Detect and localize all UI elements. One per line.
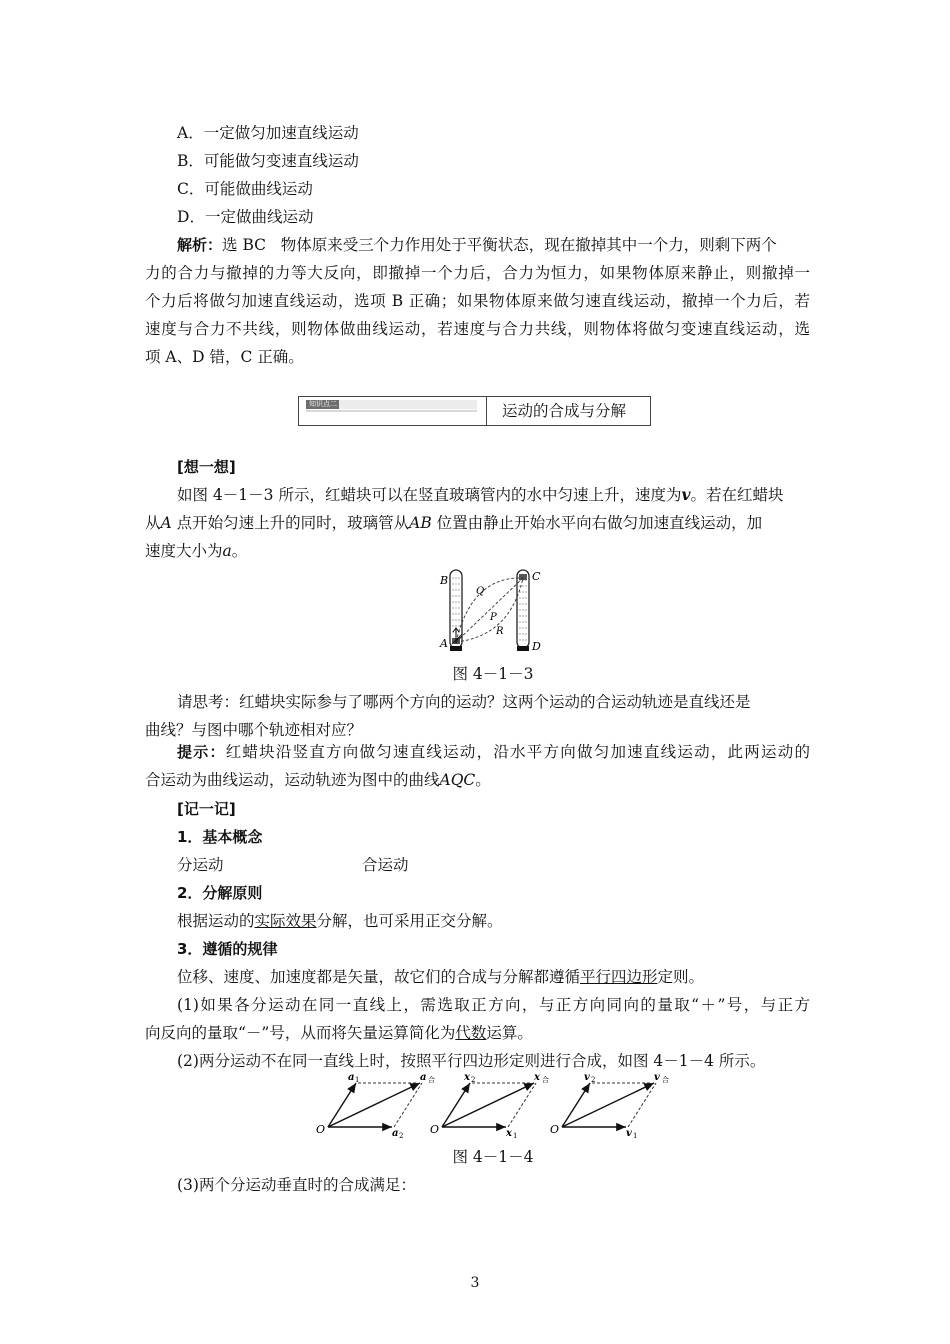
v1-subscript: 1 xyxy=(633,1132,638,1140)
sub-motion-label: 分运动 xyxy=(177,856,224,874)
origin-label: O xyxy=(430,1123,440,1136)
x2-label: x xyxy=(464,1072,470,1083)
figure-wax-block-tubes xyxy=(432,566,552,656)
hint-line-1: 提示：红蜡块沿竖直方向做匀速直线运动，沿水平方向做匀加速直线运动，此两运动的 xyxy=(177,743,810,761)
section-3-title: 3．遵循的规律 xyxy=(177,940,278,958)
a2-subscript: 2 xyxy=(399,1132,404,1140)
a1-label: a xyxy=(348,1072,355,1083)
panel-displacement xyxy=(430,1072,549,1140)
tag-band xyxy=(339,400,477,409)
option-c: C．可能做曲线运动 xyxy=(177,180,313,198)
section-3-text: 位移、速度、加速度都是矢量，故它们的合成与分解都遵循平行四边形定则。 xyxy=(177,968,705,986)
solution-line-2: 力的合力与撤掉的力等大反向，即撤掉一个力后，合力为恒力，如果物体原来静止，则撤掉一 xyxy=(145,264,810,282)
trajectory-apc xyxy=(456,578,523,642)
label-p: P xyxy=(490,612,497,623)
x-res-subscript: 合 xyxy=(542,1076,549,1084)
box-divider xyxy=(486,397,487,425)
x2-subscript: 2 xyxy=(471,1076,476,1084)
a-res-subscript: 合 xyxy=(428,1076,435,1084)
v-res-subscript: 合 xyxy=(662,1076,669,1084)
rule-2: (2)两分运动不在同一直线上时，按照平行四边形定则进行合成，如图 4－1－4 所示。 xyxy=(177,1052,766,1070)
origin-label: O xyxy=(316,1123,326,1136)
page-number: 3 xyxy=(470,1275,480,1291)
figure1-caption: 图 4－1－3 xyxy=(452,665,534,683)
section-1-title: 1．基本概念 xyxy=(177,828,263,846)
label-b: B xyxy=(440,574,449,587)
solution-line-4: 速度与合力不共线，则物体做曲线运动，若速度与合力共线，则物体将做匀变速直线运动，选 xyxy=(145,320,810,338)
figure-parallelograms xyxy=(312,1070,682,1140)
tag-band-underline xyxy=(306,410,477,412)
question-line-2: 曲线？与图中哪个轨迹相对应？ xyxy=(145,721,363,739)
knowledge-point-box xyxy=(298,396,651,426)
think-line-1: 如图 4－1－3 所示，红蜡块可以在竖直玻璃管内的水中匀速上升，速度为v。若在红蜡块 xyxy=(177,485,784,504)
panel-acceleration xyxy=(316,1072,435,1140)
figure2-caption: 图 4－1－4 xyxy=(452,1148,534,1166)
solution-line-5: 项 A、D 错，C 正确。 xyxy=(145,348,304,366)
think-line-3: 速度大小为a。 xyxy=(145,542,248,560)
option-d: D．一定做曲线运动 xyxy=(177,208,314,226)
a-res-label: a xyxy=(420,1072,427,1083)
v-res-label: v xyxy=(654,1072,660,1083)
knowledge-point-title: 运动的合成与分解 xyxy=(502,402,627,420)
x1-subscript: 1 xyxy=(513,1132,518,1140)
remember-heading: [记一记] xyxy=(177,800,236,818)
origin-label: O xyxy=(550,1123,560,1136)
section-1-row xyxy=(177,853,842,877)
a1-subscript: 1 xyxy=(355,1076,360,1084)
v1-label: v xyxy=(626,1128,632,1139)
resultant-motion-label: 合运动 xyxy=(362,856,409,874)
rule-1-line-1: (1)如果各分运动在同一直线上，需选取正方向，与正方向同向的量取“＋”号，与正方 xyxy=(177,996,810,1014)
solution-line-1: 解析：选 BC 物体原来受三个力作用处于平衡状态，现在撤掉其中一个力，则剩下两个 xyxy=(177,236,777,254)
knowledge-point-tag: 知识点二 xyxy=(306,400,340,409)
think-heading: [想一想] xyxy=(177,458,236,476)
hint-line-2: 合运动为曲线运动，运动轨迹为图中的曲线AQC。 xyxy=(145,771,491,789)
option-b: B．可能做匀变速直线运动 xyxy=(177,152,359,170)
rule-3: (3)两个分运动垂直时的合成满足： xyxy=(177,1176,416,1194)
label-a: A xyxy=(440,637,448,650)
rule-1-line-2: 向反向的量取“－”号，从而将矢量运算简化为代数运算。 xyxy=(145,1024,533,1042)
v2-subscript: 2 xyxy=(591,1076,596,1084)
label-q: Q xyxy=(476,586,485,597)
solution-line-3: 个力后将做匀加速直线运动，选项 B 正确；如果物体原来做匀速直线运动，撤掉一个力后，若 xyxy=(145,292,810,310)
x1-label: x xyxy=(506,1128,512,1139)
question-line-1: 请思考：红蜡块实际参与了哪两个方向的运动？这两个运动的合运动轨迹是直线还是 xyxy=(177,693,751,711)
panel-velocity xyxy=(550,1072,669,1140)
a2-label: a xyxy=(392,1128,399,1139)
label-c: C xyxy=(532,570,541,583)
think-line-2: 从A 点开始匀速上升的同时，玻璃管从AB 位置由静止开始水平向右做匀加速直线运动，加 xyxy=(145,514,763,532)
label-r: R xyxy=(496,626,504,637)
x-res-label: x xyxy=(534,1072,540,1083)
section-2-title: 2．分解原则 xyxy=(177,884,263,902)
v2-label: v xyxy=(584,1072,590,1083)
section-2-text: 根据运动的实际效果分解，也可采用正交分解。 xyxy=(177,912,503,930)
label-d: D xyxy=(532,640,541,653)
option-a: A．一定做匀加速直线运动 xyxy=(177,124,359,142)
